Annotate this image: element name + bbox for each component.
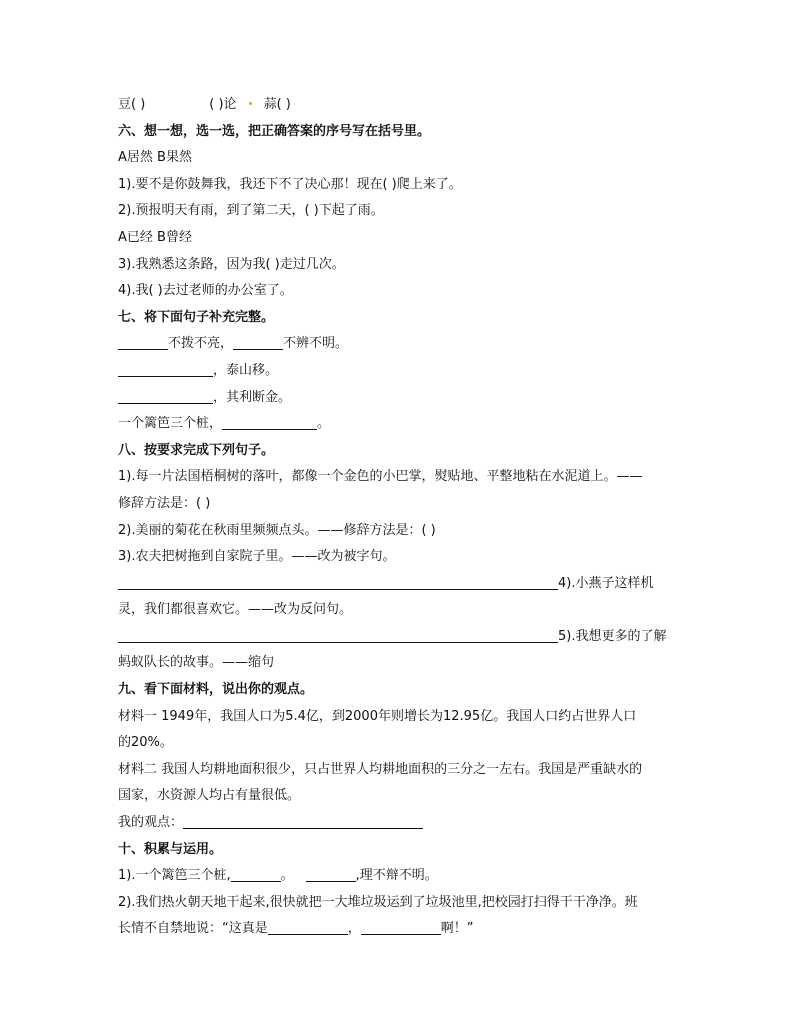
material-2-cont: 国家，水资源人均占有量很低。 [118,788,301,804]
text: 4).小燕子这样机 [558,575,654,591]
text: 不拨不亮， [168,336,234,352]
text: ， [347,921,361,937]
material-2: 材料二 我国人均耕地面积很少，只占世界人均耕地面积的三分之一左右。我国是严重缺水的 [118,761,643,777]
text: 。 [280,868,294,884]
section-7-line-1 [118,331,678,358]
section-6-question-4: 4).我( )去过老师的办公室了。 [118,283,293,299]
fill-item-suan: 蒜( ) [263,97,291,112]
material-1-cont: 的20%。 [118,735,173,751]
section-7-line-3 [118,385,678,412]
answer-blank[interactable] [361,920,441,935]
text: ，泰山移。 [213,362,279,378]
section-6-question-3: 3).我熟悉这条路，因为我( )走过几次。 [118,256,345,272]
answer-blank[interactable] [118,362,213,377]
section-8-title: 八、按要求完成下列句子。 [118,442,275,458]
section-9-title: 九、看下面材料，说出你的观点。 [118,682,314,698]
section-8-question-3: 3).农夫把树拖到自家院子里。——改为被字句。 [118,549,396,565]
answer-line[interactable] [183,814,423,829]
material-1: 材料一 1949年，我国人口为5.4亿，到2000年则增长为12.95亿。我国人口约占世界人口 [118,708,637,724]
answer-blank[interactable] [118,389,213,404]
worksheet-content [118,92,678,943]
text: 长情不自禁地说：“这真是 [118,921,268,937]
section-10-question-2-cont [118,916,678,943]
text: 一个篱笆三个桩， [118,416,223,432]
text: 不辨不明。 [283,336,349,352]
section-8-question-5-line [118,624,678,651]
section-10-question-2: 2).我们热火朝天地干起来,很快就把一大堆垃圾运到了垃圾池里,把校园打扫得干干净净。班 [118,894,638,910]
section-8-question-2: 2).美丽的菊花在秋雨里频频点头。——修辞方法是：( ) [118,522,436,538]
text: 啊！” [440,921,474,937]
section-8-question-4-line [118,571,678,598]
section-8-question-1: 1).每一片法国梧桐树的落叶，都像一个金色的小巴掌，熨贴地、平整地粘在水泥道上。—— [118,469,643,485]
fill-row [118,92,678,119]
text: ，其利断金。 [213,389,292,405]
section-7-line-2 [118,358,678,385]
section-6-options-1: A居然 B果然 [118,150,192,166]
my-view-line [118,810,678,837]
section-6-title: 六、想一想，选一选，把正确答案的序号写在括号里。 [118,123,431,139]
section-6-question-1: 1).要不是你鼓舞我，我还下不了决心那！现在( )爬上来了。 [118,176,462,192]
section-8-question-1-cont: 修辞方法是：( ) [118,495,211,511]
answer-blank[interactable] [222,415,317,430]
text: 。 [317,416,331,432]
fill-item-dou: 豆( ) [118,97,146,112]
text: ,理不辩不明。 [355,868,438,884]
answer-blank[interactable] [233,335,283,350]
section-10-question-1 [118,863,678,890]
answer-blank[interactable] [118,335,168,350]
section-10-title: 十、积累与运用。 [118,841,223,857]
answer-blank[interactable] [306,867,356,882]
section-8-question-4-cont: 灵，我们都很喜欢它。——改为反问句。 [118,602,353,618]
text: 5).我想更多的了解 [558,628,667,644]
section-6-question-2: 2).预报明天有雨，到了第二天，( )下起了雨。 [118,203,384,219]
section-7-line-4 [118,411,678,438]
section-7-title: 七、将下面句子补充完整。 [118,309,275,325]
section-6-options-2: A已经 B曾经 [118,229,192,245]
answer-blank[interactable] [268,920,348,935]
my-view-label: 我的观点： [118,815,184,831]
section-8-question-5-cont: 蚂蚁队长的故事。——缩句 [118,655,275,671]
answer-line[interactable] [118,628,558,643]
text: 1).一个篱笆三个桩, [118,868,231,884]
fill-item-lun: ( )论 [209,97,237,112]
dot-mark [249,102,252,105]
answer-line[interactable] [118,575,558,590]
answer-blank[interactable] [231,867,281,882]
